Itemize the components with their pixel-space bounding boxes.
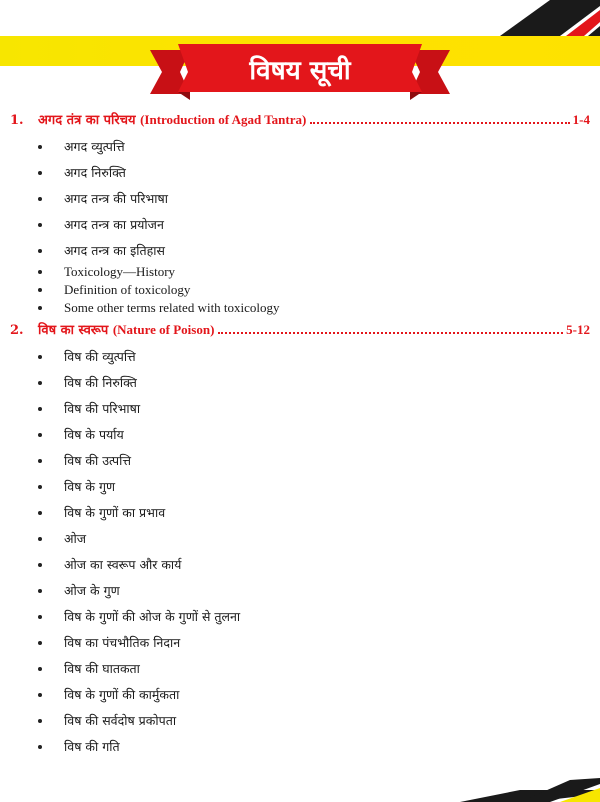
section-number: 2. bbox=[10, 323, 24, 338]
list-item: विष की घातकता bbox=[38, 660, 578, 677]
bullet-icon bbox=[38, 485, 42, 489]
bullet-icon bbox=[38, 223, 42, 227]
bullet-icon bbox=[38, 537, 42, 541]
section-title-hindi: अगद तंत्र का परिचय bbox=[38, 113, 136, 128]
section-title-hindi: विष का स्वरूप bbox=[38, 323, 109, 338]
list-item: ओज के गुण bbox=[38, 582, 578, 599]
bullet-icon bbox=[38, 693, 42, 697]
bullet-icon bbox=[38, 171, 42, 175]
list-item: ओज bbox=[38, 530, 578, 547]
bullet-icon bbox=[38, 270, 42, 274]
section-number: 1. bbox=[10, 113, 24, 128]
list-item: Some other terms related with toxicology bbox=[38, 300, 578, 316]
section-title-english: (Nature of Poison) bbox=[112, 322, 215, 337]
list-item: विष के गुणों की कार्मुकता bbox=[38, 686, 578, 703]
list-item: अगद निरुक्ति bbox=[38, 164, 578, 181]
list-item: विष के गुण bbox=[38, 478, 578, 495]
bullet-icon bbox=[38, 641, 42, 645]
list-item: विष की सर्वदोष प्रकोपता bbox=[38, 712, 578, 729]
bullet-icon bbox=[38, 511, 42, 515]
list-item: विष की उत्पत्ति bbox=[38, 452, 578, 469]
section-pages: 1-4 bbox=[572, 112, 590, 127]
bullet-icon bbox=[38, 745, 42, 749]
bullet-icon bbox=[38, 197, 42, 201]
bullet-icon bbox=[38, 667, 42, 671]
bullet-icon bbox=[38, 615, 42, 619]
list-item: विष की परिभाषा bbox=[38, 400, 578, 417]
list-item: विष की व्युत्पत्ति bbox=[38, 348, 578, 365]
section-pages: 5-12 bbox=[566, 322, 590, 337]
list-item: विष के पर्याय bbox=[38, 426, 578, 443]
corner-stripes-top bbox=[470, 0, 600, 36]
list-item: विष की निरुक्ति bbox=[38, 374, 578, 391]
list-item: विष का पंचभौतिक निदान bbox=[38, 634, 578, 651]
bullet-icon bbox=[38, 433, 42, 437]
dot-leader bbox=[310, 121, 569, 124]
list-item: Definition of toxicology bbox=[38, 282, 578, 298]
section-heading-2 bbox=[10, 320, 590, 338]
bullet-icon bbox=[38, 306, 42, 310]
section-heading-1 bbox=[10, 110, 590, 128]
bullet-icon bbox=[38, 145, 42, 149]
bullet-icon bbox=[38, 381, 42, 385]
section-title bbox=[38, 110, 306, 128]
page-title: विषय सूची bbox=[249, 56, 351, 86]
bullet-icon bbox=[38, 459, 42, 463]
bullet-icon bbox=[38, 288, 42, 292]
section-title-english: (Introduction of Agad Tantra) bbox=[140, 112, 307, 127]
bullet-icon bbox=[38, 355, 42, 359]
list-item: विष के गुणों की ओज के गुणों से तुलना bbox=[38, 608, 578, 625]
list-item: ओज का स्वरूप और कार्य bbox=[38, 556, 578, 573]
list-item: अगद तन्त्र का इतिहास bbox=[38, 242, 578, 259]
bullet-icon bbox=[38, 249, 42, 253]
list-item: अगद व्युत्पत्ति bbox=[38, 138, 578, 155]
section-title bbox=[38, 320, 214, 338]
bullet-icon bbox=[38, 407, 42, 411]
list-item: अगद तन्त्र का प्रयोजन bbox=[38, 216, 578, 233]
corner-stripes-bottom bbox=[460, 776, 600, 802]
list-item: विष के गुणों का प्रभाव bbox=[38, 504, 578, 521]
bullet-icon bbox=[38, 719, 42, 723]
bullet-icon bbox=[38, 563, 42, 567]
dot-leader bbox=[218, 331, 563, 334]
list-item: अगद तन्त्र की परिभाषा bbox=[38, 190, 578, 207]
list-item: Toxicology—History bbox=[38, 264, 578, 280]
bullet-icon bbox=[38, 589, 42, 593]
list-item: विष की गति bbox=[38, 738, 578, 755]
